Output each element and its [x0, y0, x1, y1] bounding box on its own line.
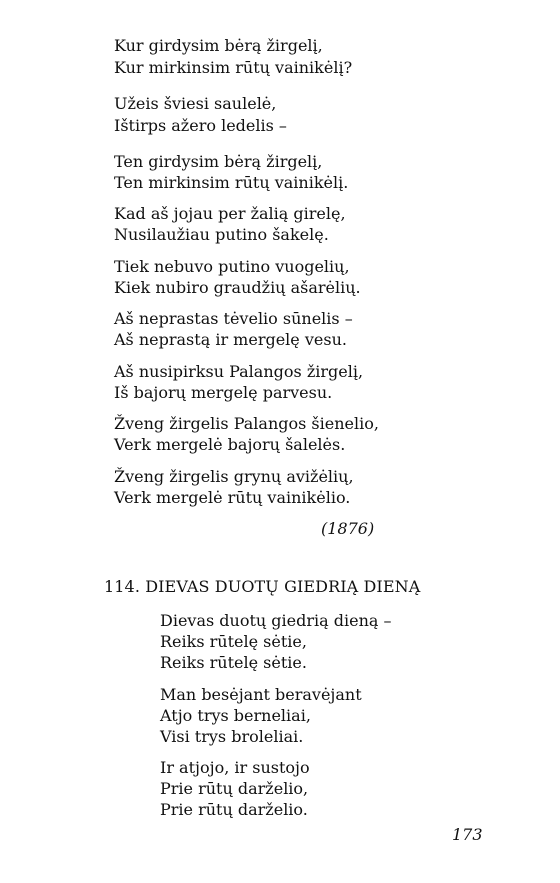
verse-line: Verk mergelė rūtų vainikėlio. — [114, 488, 351, 507]
verse-line: Kiek nubiro graudžių ašarėlių. — [114, 278, 361, 297]
verse-line: Kur mirkinsim rūtų vainikėlį? — [114, 58, 353, 77]
poem-heading: 114. DIEVAS DUOTŲ GIEDRIĄ DIENĄ — [104, 577, 421, 596]
verse-line: Prie rūtų darželio. — [160, 800, 308, 819]
verse-line: Ten girdysim bėrą žirgelį, — [114, 152, 323, 171]
verse-line: Aš nusipirksu Palangos žirgelį, — [114, 362, 364, 381]
verse-line: Ir atjojo, ir sustojo — [160, 758, 310, 777]
verse-line: Ištirps ažero ledelis – — [114, 116, 287, 135]
verse-line: Visi trys broleliai. — [160, 727, 304, 746]
verse-line: Man besėjant beravėjant — [160, 685, 362, 704]
verse-line: Verk mergelė bajorų šalelės. — [114, 435, 346, 454]
verse-line: Aš neprastas tėvelio sūnelis – — [114, 309, 353, 328]
verse-line: Reiks rūtelę sėtie. — [160, 653, 307, 672]
poem-date: (1876) — [321, 519, 375, 538]
verse-line: Užeis šviesi saulelė, — [114, 94, 277, 113]
verse-line: Žveng žirgelis grynų avižėlių, — [114, 467, 354, 486]
verse-line: Žveng žirgelis Palangos šienelio, — [114, 414, 379, 433]
verse-line: Ten mirkinsim rūtų vainikėlį. — [114, 173, 349, 192]
verse-line: Tiek nebuvo putino vuogelių, — [114, 257, 350, 276]
verse-line: Aš neprastą ir mergelę vesu. — [114, 330, 347, 349]
verse-line: Atjo trys berneliai, — [160, 706, 311, 725]
verse-line: Nusilaužiau putino šakelę. — [114, 225, 329, 244]
verse-line: Prie rūtų darželio, — [160, 779, 309, 798]
verse-line: Kur girdysim bėrą žirgelį, — [114, 36, 323, 55]
verse-line: Iš bajorų mergelę parvesu. — [114, 383, 333, 402]
verse-line: Kad aš jojau per žalią girelę, — [114, 204, 346, 223]
verse-line: Reiks rūtelę sėtie, — [160, 632, 307, 651]
verse-line: Dievas duotų giedrią dieną – — [160, 611, 392, 630]
page-number: 173 — [452, 825, 483, 844]
